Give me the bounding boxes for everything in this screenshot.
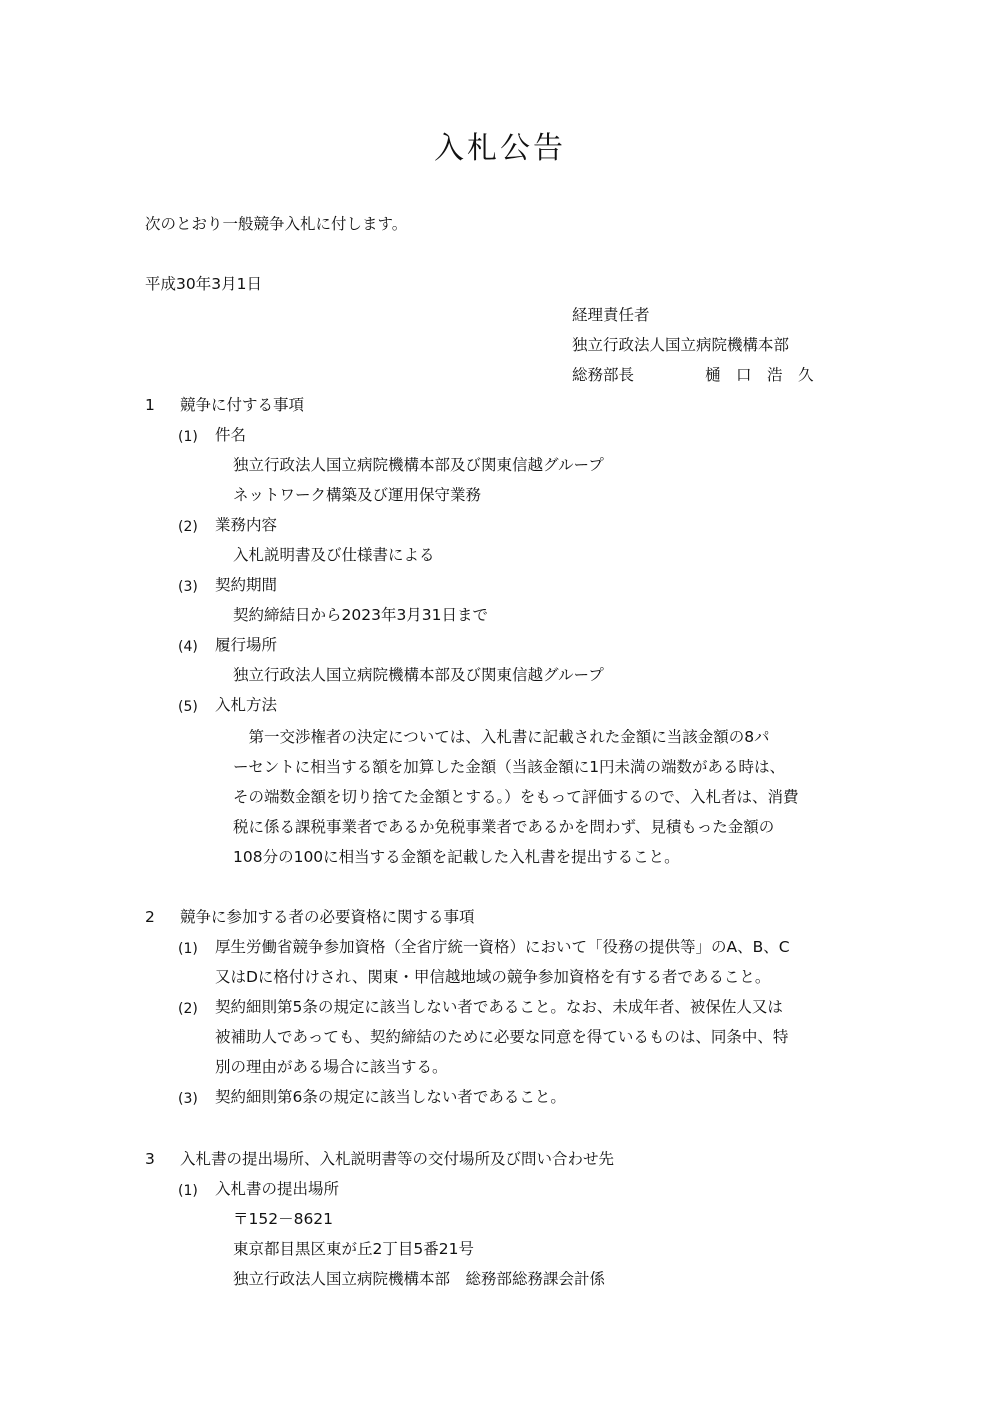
item-number: (2) [178, 519, 198, 535]
item-line: 又はDに格付けされ、関東・甲信越地域の競争参加資格を有する者であること。 [215, 968, 771, 986]
item-line: 契約細則第5条の規定に該当しない者であること。なお、未成年者、被保佐人又は [215, 998, 783, 1016]
item-label: 入札書の提出場所 [215, 1180, 340, 1198]
item-label: 履行場所 [215, 636, 278, 654]
item-line: 108分の100に相当する金額を記載した入札書を提出すること。 [233, 848, 680, 866]
item-line: ネットワーク構築及び運用保守業務 [233, 486, 482, 504]
item-number: (1) [178, 941, 198, 957]
postal-code: 〒152－8621 [233, 1210, 334, 1228]
section-3-heading: 入札書の提出場所、入札説明書等の交付場所及び問い合わせ先 [180, 1150, 615, 1168]
issuer-position: 総務部長 [572, 366, 635, 384]
item-number: (3) [178, 579, 198, 595]
section-2-number: 2 [145, 908, 155, 926]
item-line: 契約締結日から2023年3月31日まで [233, 606, 489, 624]
item-label: 入札方法 [215, 696, 278, 714]
item-label: 件名 [215, 426, 247, 444]
issuer-role: 経理責任者 [572, 306, 650, 324]
item-line: ーセントに相当する額を加算した金額（当該金額に1円未満の端数がある時は、 [233, 758, 786, 776]
item-line: 税に係る課税事業者であるか免税事業者であるかを問わず、見積もった金額の [233, 818, 775, 836]
item-label: 契約期間 [215, 576, 278, 594]
section-2-heading: 競争に参加する者の必要資格に関する事項 [180, 908, 475, 926]
item-line: その端数金額を切り捨てた金額とする。）をもって評価するので、入札者は、消費 [233, 788, 799, 806]
item-line: 入札説明書及び仕様書による [233, 546, 435, 564]
item-label: 業務内容 [215, 516, 278, 534]
intro-text: 次のとおり一般競争入札に付します。 [145, 215, 408, 233]
item-number: (2) [178, 1001, 198, 1017]
section-1-number: 1 [145, 396, 155, 414]
office-line: 独立行政法人国立病院機構本部 総務部総務課会計係 [233, 1270, 606, 1288]
item-line: 第一交渉権者の決定については、入札書に記載された金額に当該金額の8パ [233, 728, 770, 746]
issuer-name: 樋 口 浩 久 [705, 366, 814, 384]
item-line: 被補助人であっても、契約締結のために必要な同意を得ているものは、同条中、特 [215, 1028, 789, 1046]
item-number: (1) [178, 429, 198, 445]
item-number: (3) [178, 1091, 198, 1107]
item-line: 独立行政法人国立病院機構本部及び関東信越グループ [233, 666, 604, 684]
item-line: 契約細則第6条の規定に該当しない者であること。 [215, 1088, 566, 1106]
section-3-number: 3 [145, 1150, 155, 1168]
section-1-heading: 競争に付する事項 [180, 396, 305, 414]
item-line: 厚生労働省競争参加資格（全省庁統一資格）において「役務の提供等」のA、B、C [215, 938, 790, 956]
document-title: 入札公告 [434, 131, 566, 166]
item-line: 別の理由がある場合に該当する。 [215, 1058, 448, 1076]
issue-date: 平成30年3月1日 [145, 275, 262, 293]
issuer-org: 独立行政法人国立病院機構本部 [572, 336, 790, 354]
item-number: (1) [178, 1183, 198, 1199]
item-number: (4) [178, 639, 198, 655]
item-line: 独立行政法人国立病院機構本部及び関東信越グループ [233, 456, 604, 474]
address-line: 東京都目黒区東が丘2丁目5番21号 [233, 1240, 474, 1258]
item-number: (5) [178, 699, 198, 715]
